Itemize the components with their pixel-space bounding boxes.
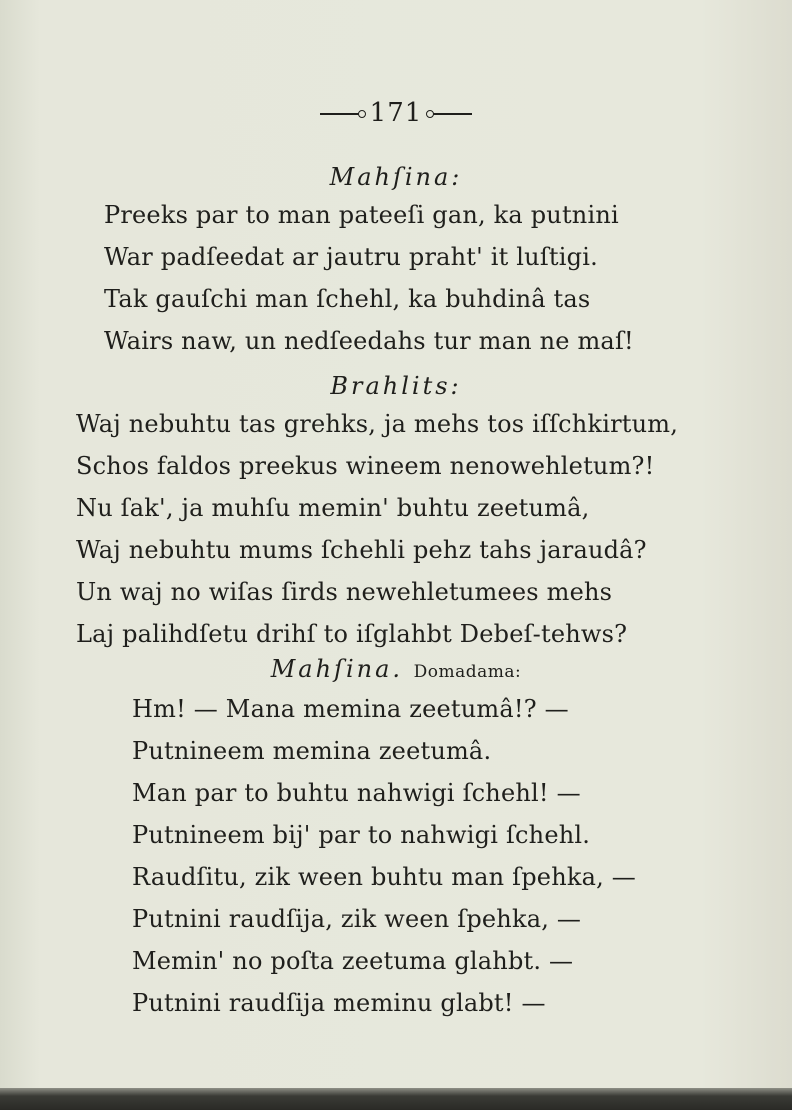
- verse-line: Un waj no wiſas ſirds newehletumees mehs: [76, 578, 613, 606]
- verse-line: Schos faldos preekus wineem nenowehletum?!: [76, 452, 655, 480]
- verse-line: Tak gauſchi man ſchehl, ka buhdinâ tas: [104, 285, 591, 313]
- page-number: 171: [369, 98, 423, 128]
- speaker-heading-3: [0, 655, 792, 683]
- verse-line: Laj palihdſetu drihſ to iſglahbt Debeſ-tehws?: [76, 620, 628, 648]
- stage-direction: Domadama:: [413, 662, 522, 682]
- verse-line: Nu ſak', ja muhſu memin' buhtu zeetumâ,: [76, 494, 590, 522]
- verse-line: Memin' no poſta zeetuma glahbt. —: [132, 947, 574, 975]
- verse-line: Waj nebuhtu tas grehks, ja mehs tos iſſchkirtum,: [76, 410, 679, 438]
- verse-line: Putnineem memina zeetumâ.: [132, 737, 492, 765]
- header-ornament-right: [432, 113, 472, 115]
- verse-line: Raudſitu, zik ween buhtu man ſpehka, —: [132, 863, 636, 891]
- verse-line: Hm! — Mana memina zeetumâ!? —: [132, 695, 569, 723]
- verse-line: Wairs naw, un nedſeedahs tur man ne maſ!: [104, 327, 634, 355]
- verse-line: Man par to buhtu nahwigi ſchehl! —: [132, 779, 581, 807]
- verse-line: Putnineem bij' par to nahwigi ſchehl.: [132, 821, 591, 849]
- speaker-heading-1: Mahſina:: [329, 163, 463, 191]
- speaker-name: Mahſina.: [270, 655, 404, 683]
- header-ornament-left: [320, 113, 360, 115]
- verse-line: Putnini raudſija meminu glabt! —: [132, 989, 546, 1017]
- page-bottom-edge: [0, 1088, 792, 1110]
- verse-line: Preeks par to man pateeſi gan, ka putnini: [104, 201, 619, 229]
- verse-line: War padſeedat ar jautru praht' it luſtigi.: [104, 243, 598, 271]
- verse-line: Waj nebuhtu mums ſchehli pehz tahs jaraudâ?: [76, 536, 647, 564]
- speaker-heading-2: Brahlits:: [330, 372, 462, 400]
- verse-line: Putnini raudſija, zik ween ſpehka, —: [132, 905, 582, 933]
- page-header: [0, 98, 792, 128]
